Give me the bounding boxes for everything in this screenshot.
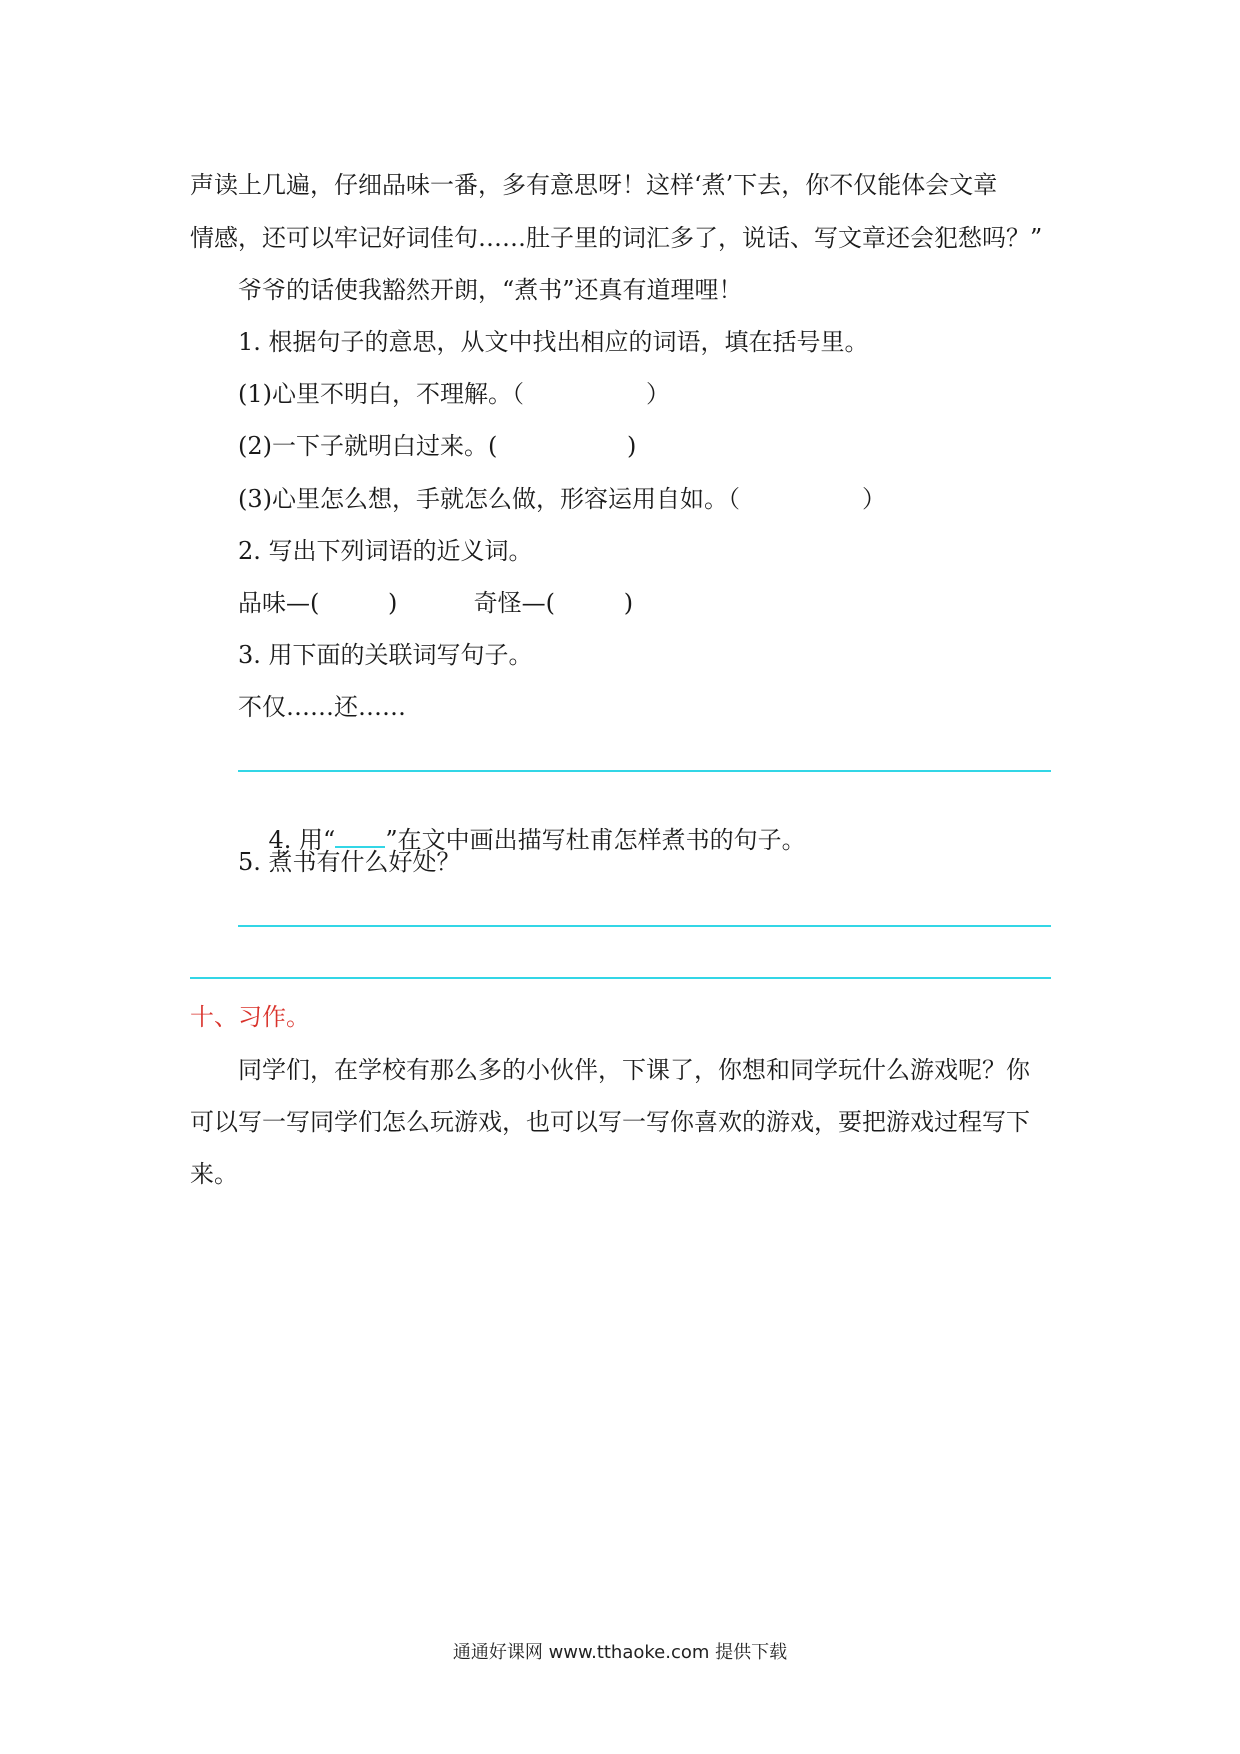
answer-line-q5[interactable] bbox=[238, 925, 1051, 927]
section-divider bbox=[190, 977, 1051, 979]
section-10-line-1: 同学们，在学校有那么多的小伙伴，下课了，你想和同学玩什么游戏呢？你 bbox=[238, 1056, 1030, 1084]
underline-sample bbox=[335, 828, 385, 848]
question-4-prefix: 4. 用“ bbox=[268, 826, 336, 854]
question-3-title: 3. 用下面的关联词写句子。 bbox=[238, 641, 533, 669]
question-3-words: 不仅……还…… bbox=[238, 693, 406, 721]
question-2-items: 品味—( ) 奇怪—( ) bbox=[238, 589, 634, 617]
section-10-heading: 十、习作。 bbox=[190, 1003, 310, 1031]
section-10-line-2: 可以写一写同学们怎么玩游戏，也可以写一写你喜欢的游戏，要把游戏过程写下 bbox=[190, 1108, 1030, 1136]
question-1-item-3: (3)心里怎么想，手就怎么做，形容运用自如。（ ） bbox=[238, 485, 887, 513]
passage-line-2: 情感，还可以牢记好词佳句……肚子里的词汇多了，说话、写文章还会犯愁吗？” bbox=[190, 224, 1043, 252]
question-4-suffix: ”在文中画出描写杜甫怎样煮书的句子。 bbox=[385, 826, 806, 854]
footer-text: 通通好课网 www.tthaoke.com 提供下载 bbox=[452, 1642, 788, 1663]
passage-line-1: 声读上几遍，仔细品味一番，多有意思呀！这样‘煮’下去，你不仅能体会文章 bbox=[190, 171, 998, 199]
section-10-line-3: 来。 bbox=[190, 1160, 238, 1188]
question-1-title: 1. 根据句子的意思，从文中找出相应的词语，填在括号里。 bbox=[238, 328, 869, 356]
question-1-item-1: (1)心里不明白，不理解。（ ） bbox=[238, 380, 671, 408]
passage-line-3: 爷爷的话使我豁然开朗，“煮书”还真有道理哩！ bbox=[238, 276, 743, 304]
question-1-item-2: (2)一下子就明白过来。( ) bbox=[238, 432, 637, 460]
question-2-title: 2. 写出下列词语的近义词。 bbox=[238, 537, 533, 565]
question-5-title: 5. 煮书有什么好处？ bbox=[238, 848, 461, 876]
answer-line-q3[interactable] bbox=[238, 770, 1051, 772]
